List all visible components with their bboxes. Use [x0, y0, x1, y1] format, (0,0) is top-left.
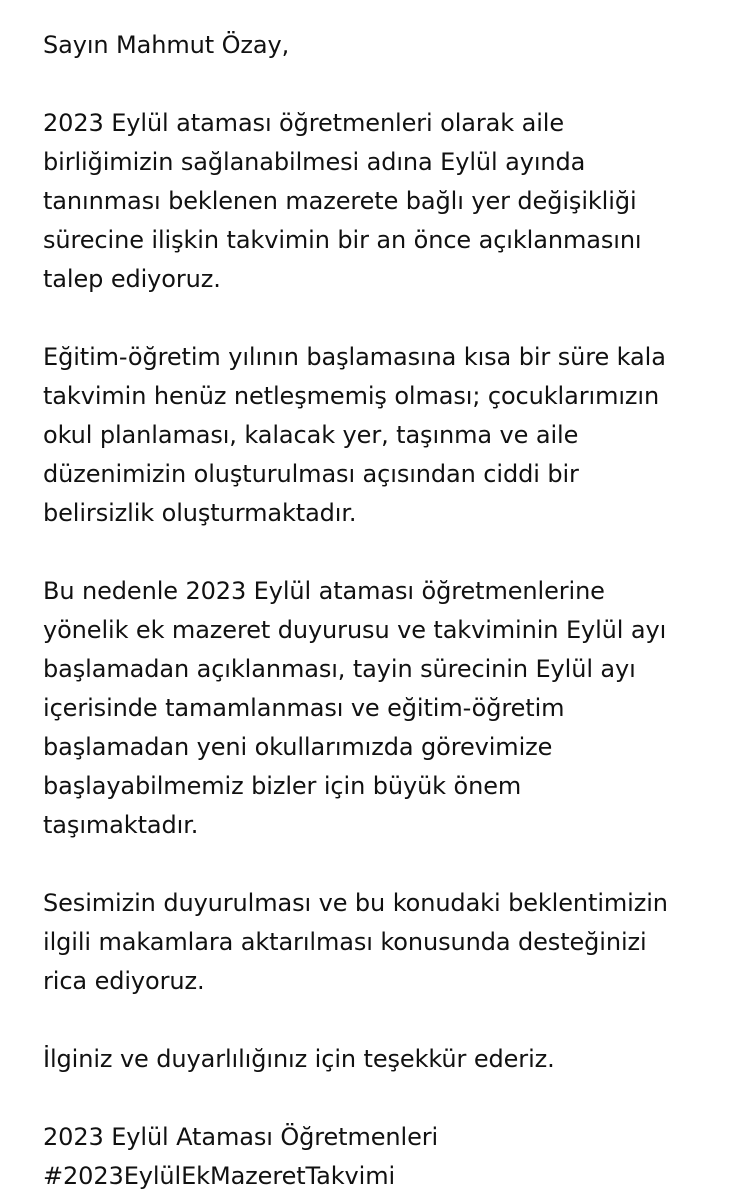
paragraph-uncertainty [43, 338, 723, 533]
text-line: yönelik ek mazeret duyurusu ve takviminin Eylül ayı [43, 616, 667, 644]
text-line: birliğimizin sağlanabilmesi adına Eylül ayında [43, 148, 586, 176]
text-line: Bu nedenle 2023 Eylül ataması öğretmenlerine [43, 577, 605, 605]
signature-block [43, 1118, 723, 1196]
closing-text: İlginiz ve duyarlılığınız için teşekkür ederiz. [43, 1045, 555, 1073]
paragraph-support [43, 884, 723, 1001]
text-line: 2023 Eylül ataması öğretmenleri olarak aile [43, 109, 565, 137]
salutation-text: Sayın Mahmut Özay, [43, 31, 290, 59]
text-line: başlamadan açıklanması, tayin sürecinin Eylül ayı [43, 655, 636, 683]
text-line: başlayabilmemiz bizler için büyük önem [43, 772, 522, 800]
text-line: okul planlaması, kalacak yer, taşınma ve aile [43, 421, 579, 449]
salutation [43, 26, 723, 65]
paragraph-importance [43, 572, 723, 845]
text-line: başlamadan yeni okullarımızda görevimize [43, 733, 553, 761]
text-line: tanınması beklenen mazerete bağlı yer değişikliği [43, 187, 637, 215]
signature: 2023 Eylül Ataması Öğretmenleri [43, 1123, 439, 1151]
text-line: takvimin henüz netleşmemiş olması; çocuklarımızın [43, 382, 660, 410]
hashtag: #2023EylülEkMazeretTakvimi [43, 1162, 396, 1190]
text-line: düzenimizin oluşturulması açısından ciddi bir [43, 460, 579, 488]
text-line: sürecine ilişkin takvimin bir an önce açıklanmasını [43, 226, 642, 254]
paragraph-request [43, 104, 723, 299]
letter-body [43, 26, 723, 1196]
text-line: içerisinde tamamlanması ve eğitim-öğretim [43, 694, 565, 722]
text-line: rica ediyoruz. [43, 967, 205, 995]
text-line: Sesimizin duyurulması ve bu konudaki beklentimizin [43, 889, 668, 917]
text-line: ilgili makamlara aktarılması konusunda desteğinizi [43, 928, 647, 956]
text-line: Eğitim-öğretim yılının başlamasına kısa bir süre kala [43, 343, 666, 371]
text-line: belirsizlik oluşturmaktadır. [43, 499, 357, 527]
closing [43, 1040, 723, 1079]
text-line: taşımaktadır. [43, 811, 199, 839]
text-line: talep ediyoruz. [43, 265, 221, 293]
